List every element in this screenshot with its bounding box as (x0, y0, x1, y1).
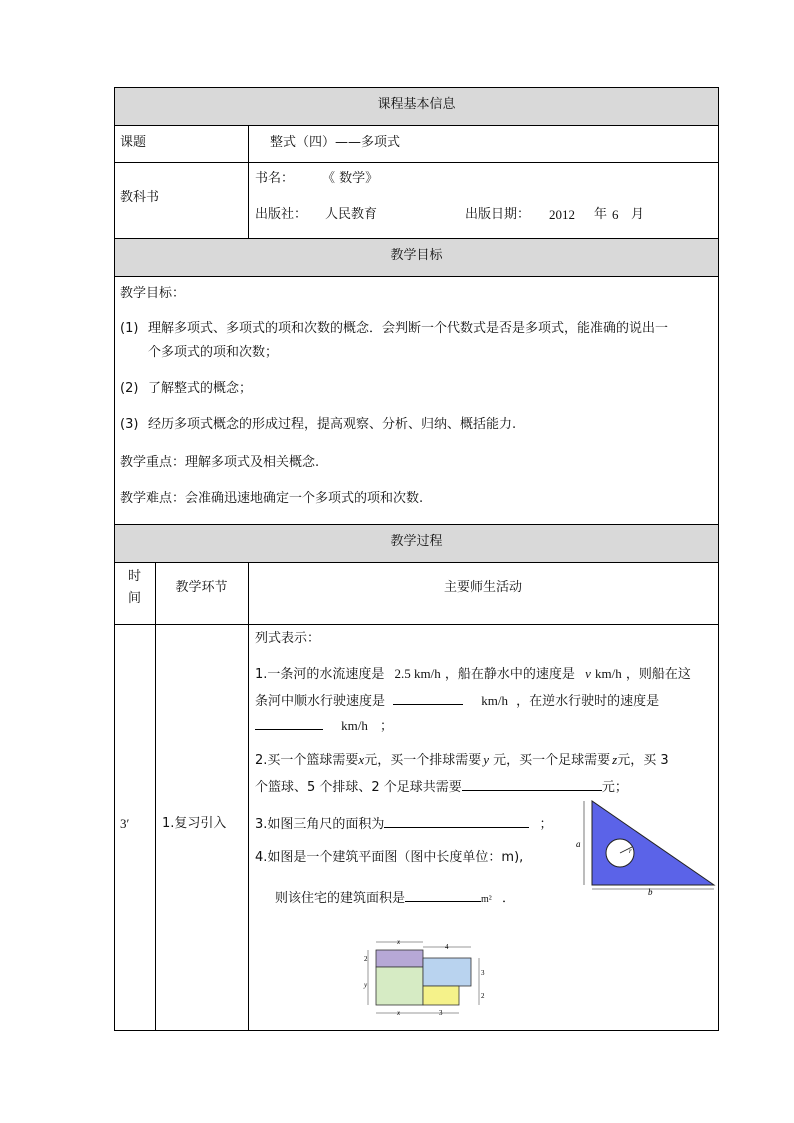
q4-unit: m² (481, 894, 492, 905)
key-point: 教学重点：理解多项式及相关概念. (120, 455, 320, 470)
list-intro: 列式表示： (255, 631, 321, 646)
table-border (114, 162, 719, 163)
month-char: 月 (631, 207, 645, 222)
q1-speed: 2.5 km/h (394, 666, 441, 681)
q2-z: z (612, 752, 618, 767)
table-border (114, 562, 719, 563)
question-3 (255, 813, 553, 834)
pub-month: 6 (612, 207, 619, 222)
col-activity-header: 主要师生活动 (443, 580, 522, 595)
q4-text-b: 则该住宅的建筑面积是 (275, 891, 406, 906)
floor-plan-figure (355, 934, 495, 1022)
q1-text-a: 1.一条河的水流速度是 (255, 667, 385, 682)
q2-text-d: 元，买 3 (617, 753, 669, 768)
q2-text-f: 元； (601, 780, 628, 795)
plan-room-green (376, 967, 423, 1005)
q2-blank-total[interactable] (462, 776, 602, 791)
question-2-line-2 (255, 776, 628, 797)
question-1-line-3 (255, 715, 393, 736)
goals-intro: 教学目标： (120, 286, 186, 301)
q1-v: v (585, 666, 591, 681)
q2-text-b: 元，买一个排球需要 (364, 753, 482, 768)
table-border (114, 87, 115, 1031)
table-border (155, 562, 156, 1030)
publisher-label: 出版社： (255, 207, 308, 222)
plan-room-yellow (423, 986, 459, 1005)
q2-text-e: 个篮球、5 个排球、2 个足球共需要 (255, 780, 462, 795)
section-title-course-info: 课程基本信息 (377, 97, 456, 112)
question-4-line-1: 4.如图是一个建筑平面图（图中长度单位：m), (255, 850, 524, 865)
plan-label-3-bottom: 3 (439, 1009, 443, 1017)
table-border (114, 1030, 719, 1031)
question-1-line-2 (255, 690, 659, 711)
q1-text-f: ，在逆水行驶时的速度是 (516, 694, 660, 709)
q1-text-b: ，船在静水中的速度是 (444, 667, 575, 682)
q1-unit-2: km/h (481, 693, 509, 708)
q2-text-a: 2.买一个篮球需要 (255, 753, 359, 768)
q1-unit-3: km/h (341, 718, 368, 733)
col-stage-header: 教学环节 (175, 580, 228, 595)
plan-room-blue (423, 958, 471, 986)
book-name-label: 书名： (255, 171, 295, 186)
q2-y: y (483, 752, 489, 767)
plan-label-x-top: x (397, 938, 401, 946)
q2-text-c: 元，买一个足球需要 (493, 753, 611, 768)
textbook-label: 教科书 (120, 190, 160, 205)
q1-blank-upstream[interactable] (255, 715, 323, 730)
tri-label-b: b (648, 887, 653, 895)
topic-label: 课题 (120, 135, 147, 150)
plan-room-purple (376, 950, 423, 967)
table-border (114, 87, 719, 88)
goal-2-num: (2) (120, 381, 139, 396)
table-border (248, 125, 249, 238)
plan-label-y-left: y (364, 981, 368, 989)
table-border (114, 276, 719, 277)
q1-text-h: ； (380, 719, 394, 734)
plan-label-4: 4 (445, 943, 449, 951)
goal-1-num: (1) (120, 321, 139, 336)
goal-3-text: 经历多项式概念的形成过程，提高观察、分析、归纳、概括能力. (148, 417, 517, 432)
q1-blank-downstream[interactable] (393, 690, 463, 705)
goal-3-num: (3) (120, 417, 139, 432)
year-char: 年 (594, 207, 608, 222)
publisher-value: 人民教育 (325, 207, 378, 222)
plan-label-2-left: 2 (364, 955, 368, 963)
goal-1-text: 理解多项式、多项式的项和次数的概念．会判断一个代数式是否是多项式，能准确的说出一 (148, 321, 669, 336)
q1-text-d: 条河中顺水行驶速度是 (255, 694, 386, 709)
q4-text-c: ． (501, 891, 515, 906)
q1-text-c: ，则船在这 (625, 667, 691, 682)
q3-blank-area[interactable] (384, 813, 529, 828)
section-title-process: 教学过程 (390, 534, 443, 549)
q3-text-a: 3.如图三角尺的面积为 (255, 817, 385, 832)
difficulty: 教学难点：会准确迅速地确定一个多项式的项和次数. (120, 491, 424, 506)
q4-blank-area[interactable] (405, 887, 481, 902)
table-border (114, 125, 719, 126)
question-2-line-1 (255, 751, 669, 770)
goal-1-text-cont: 个多项式的项和次数； (148, 345, 279, 360)
row-stage: 1.复习引入 (162, 816, 227, 831)
table-border (114, 238, 719, 239)
question-1-line-1 (255, 665, 691, 684)
pub-year: 2012 (549, 207, 575, 222)
col-time-header-2: 间 (127, 591, 141, 606)
col-time-header: 时 (127, 569, 141, 584)
question-4-line-2 (275, 887, 515, 909)
table-border (114, 624, 719, 625)
topic-value: 整式（四）——多项式 (270, 135, 401, 150)
section-title-goals: 教学目标 (390, 248, 443, 263)
tri-label-a: a (576, 839, 581, 849)
q1-unit: km/h (595, 666, 622, 681)
q2-x: x (358, 752, 365, 767)
q3-text-b: ； (539, 817, 553, 832)
goal-2-text: 了解整式的概念； (148, 381, 253, 396)
table-border (718, 87, 719, 1031)
plan-label-x-bottom: x (397, 1009, 401, 1017)
tri-label-r: r (629, 847, 632, 855)
pubdate-label: 出版日期： (465, 207, 531, 222)
table-border (114, 524, 719, 525)
table-border (248, 562, 249, 1030)
triangle-ruler-figure (570, 795, 718, 895)
row-time: 3′ (120, 816, 130, 831)
book-name-value: 《 数学》 (322, 171, 379, 186)
plan-label-3-right: 3 (481, 969, 485, 977)
plan-label-2-right: 2 (481, 992, 485, 1000)
